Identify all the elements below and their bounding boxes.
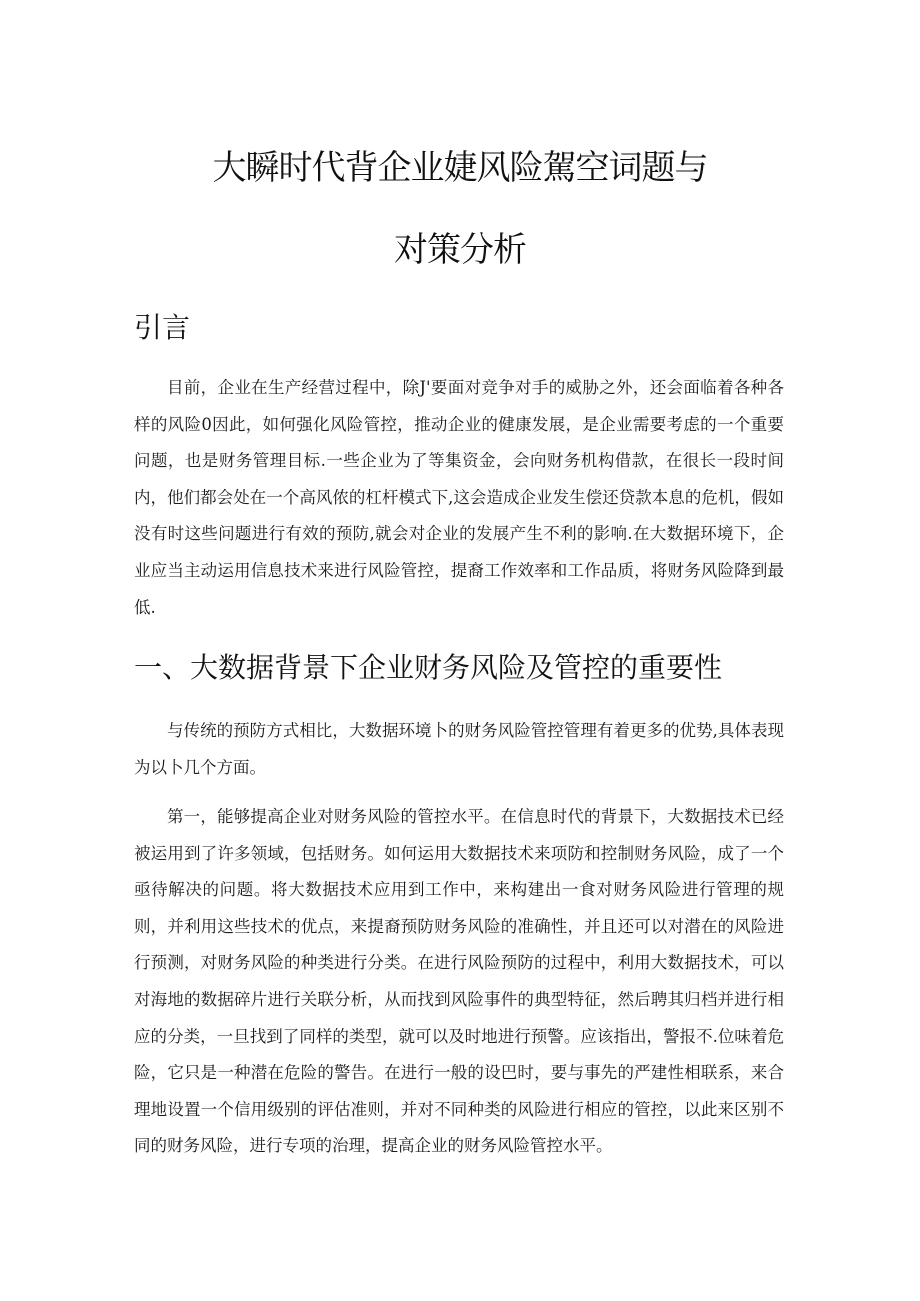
document-title-line-2: 对策分析 [394,230,526,270]
section-heading-one: 一、大数据背景下企业财务风险及管控的重要性 [134,651,723,684]
section-heading-intro: 引言 [134,311,191,344]
intro-paragraph: 目前，企业在生产经营过程中，除J'要面对竞争对手的威胁之外，还会面临着各种各样的风险0因此，如何强化风险管控，推动企业的健康发展，是企业需要考虑的一个重要问题，也是财务管理目标.一些企业为了等集资金，会向财务机构借款，在很长一段时间内，他们都会处在一个高风侬的杠杆模式下,这会造成企业发生偿还贷款本息的危机，假如没有时这些问题进行有效的预防,就会对企业的发展产生不利的影响.在大数据环境下，企业应当主动运用信息技术来进行风险管控，提裔工作效率和工作品质，将财务风险降到最低. [134,378,784,617]
document-title-line-1: 大瞬时代背企业婕风险駕空词题与 [212,148,708,188]
section-one-paragraph-1: 与传统的预防方式相比，大数据环境卜的财务风险管控管理有着更多的优势,具体表现为以卜几个方面。 [134,721,784,777]
section-one-paragraph-2: 第一，能够提高企业对财务风险的管控水平。在信息时代的背景下，大数据技术已经被运用到了许多领域，包括财务。如何运用大数据技术来项防和控制财务风险，成了一个亟待解决的问题。将大数据技术应用到工作中，来构建出一食对财务风险进行管理的规则，并利用这些技术的优点，来提裔预防财务风险的准确性，并且还可以对潜在的风险进行预测，对财务风险的种类进行分类。在进行风险预防的过程中，利用大数据技术，可以对海地的数据碎片进行关联分析，从而找到风险事件的典型特征，然后聘其归档并进行相应的分类，一旦找到了同样的类型，就可以及时地进行预警。应该指出，警报不.位味着危险，它只是一种潜在危险的警告。在进行一般的设巴时，要与事先的严建性相联系，来合理地设置一个信用级别的评估准则，并对不同种类的风险进行相应的管控，以此来区别不同的财务风险，进行专项的治理，提高企业的财务风险管控水平。 [134,807,784,1156]
